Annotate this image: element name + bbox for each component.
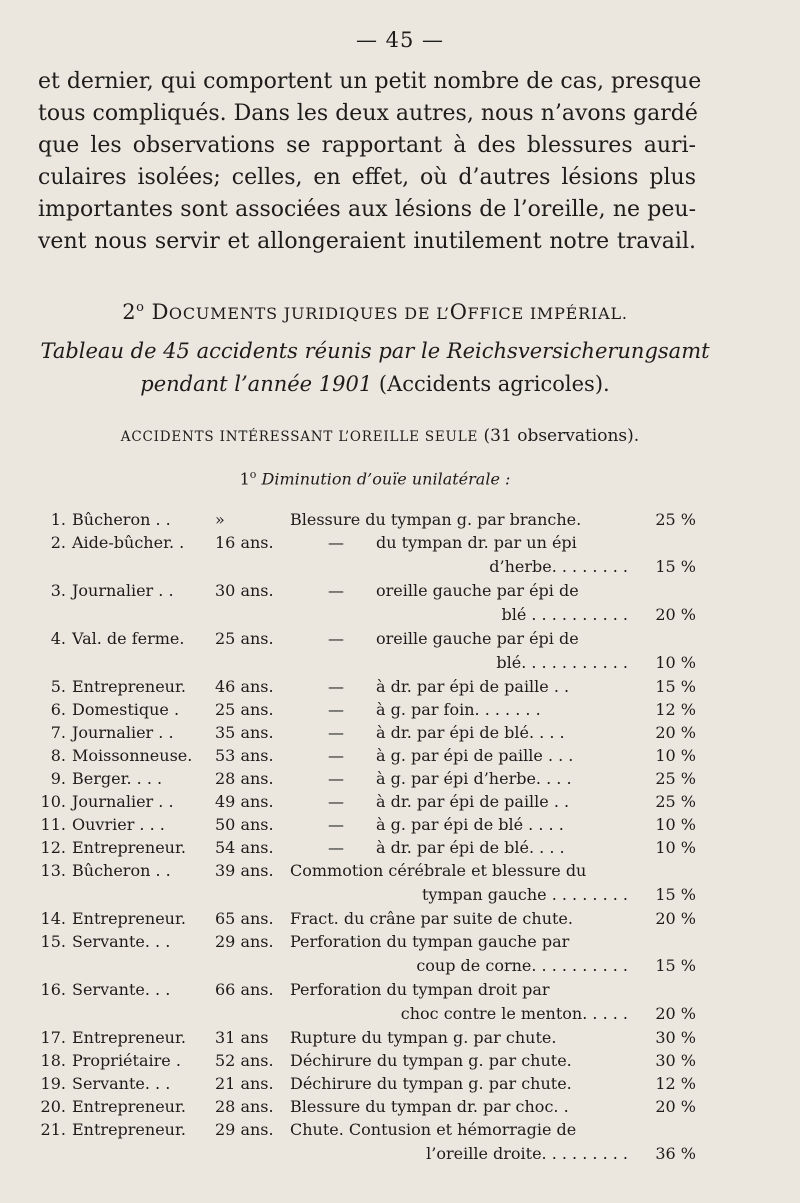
entry-injury: Chute. Contusion et hémorragie de — [290, 1120, 577, 1139]
entry-age: 25 ans. — [215, 700, 274, 719]
ditto-dash: — — [328, 746, 344, 765]
entry-age: 50 ans. — [215, 815, 274, 834]
subsubheading-sup: o — [249, 468, 257, 481]
table-row — [0, 1026, 800, 1050]
body-paragraph — [38, 66, 702, 258]
subheading-count: (31 observations). — [478, 426, 640, 446]
section-heading — [0, 300, 750, 324]
entry-age: 30 ans. — [215, 581, 274, 600]
table-title-line2 — [0, 372, 750, 396]
subsubheading-number: 1 — [239, 469, 250, 489]
entry-occupation: Journalier . . — [72, 792, 174, 811]
entry-percentage: 15 % — [655, 556, 696, 576]
entry-number: 2. — [50, 533, 66, 552]
entry-number: 15. — [40, 932, 66, 951]
table-row — [0, 721, 800, 745]
entry-number: 21. — [40, 1120, 66, 1139]
ditto-dash: — — [328, 723, 344, 742]
section-heading-initial: O — [449, 300, 468, 324]
table-row — [0, 978, 800, 1025]
ditto-dash: — — [328, 629, 344, 648]
entry-injury: Blessure du tympan dr. par choc. . — [290, 1097, 569, 1116]
table-row — [0, 930, 800, 977]
table-row — [0, 1049, 800, 1073]
entry-number: 20. — [40, 1097, 66, 1116]
entry-occupation: Ouvrier . . . — [72, 815, 165, 834]
entry-number: 19. — [40, 1074, 66, 1093]
entry-injury-continuation: tympan gauche . . . . . . . . — [421, 884, 628, 904]
table-row — [0, 579, 800, 626]
entry-percentage: 30 % — [655, 1051, 696, 1070]
entry-injury: Blessure du tympan g. par branche. — [290, 510, 582, 529]
ditto-dash: — — [328, 838, 344, 857]
entry-occupation: Entrepreneur. — [72, 1120, 186, 1139]
table-row — [0, 1072, 800, 1096]
section-heading-number: 2 — [122, 300, 137, 324]
entry-injury: oreille gauche par épi de — [376, 629, 579, 648]
entry-age: 25 ans. — [215, 629, 274, 648]
entry-number: 7. — [50, 723, 66, 742]
subheading — [0, 426, 760, 446]
entry-number: 5. — [50, 677, 66, 696]
entry-percentage: 10 % — [655, 746, 696, 765]
entry-percentage: 25 % — [655, 792, 696, 811]
entry-percentage: 30 % — [655, 1028, 696, 1047]
table-row — [0, 627, 800, 674]
entry-percentage: 25 % — [655, 510, 696, 529]
entry-occupation: Entrepreneur. — [72, 1028, 186, 1047]
entry-percentage: 10 % — [655, 838, 696, 857]
entry-number: 16. — [40, 980, 66, 999]
entry-injury: Déchirure du tympan g. par chute. — [290, 1051, 572, 1070]
entry-occupation: Journalier . . — [72, 723, 174, 742]
table-title-line1: Tableau de 45 accidents réunis par le Reichsversicherungsamt — [40, 339, 710, 363]
entry-percentage: 20 % — [655, 723, 696, 742]
entry-age: 21 ans. — [215, 1074, 274, 1093]
entry-injury-continuation: blé. . . . . . . . . . . — [496, 652, 628, 672]
entry-age: 29 ans. — [215, 1120, 274, 1139]
entry-number: 10. — [40, 792, 66, 811]
table-row — [0, 859, 800, 906]
ditto-dash: — — [328, 815, 344, 834]
entry-percentage: 20 % — [655, 909, 696, 928]
page-number: — 45 — — [355, 28, 445, 52]
table-row — [0, 767, 800, 791]
section-heading-sup: o — [136, 300, 145, 315]
table-row — [0, 531, 800, 578]
entry-age: 54 ans. — [215, 838, 274, 857]
entry-percentage: 10 % — [655, 652, 696, 672]
subsubheading — [0, 468, 750, 488]
entry-age: 66 ans. — [215, 980, 274, 999]
ditto-dash: — — [328, 792, 344, 811]
entry-occupation: Servante. . . — [72, 932, 171, 951]
entry-age: 16 ans. — [215, 533, 274, 552]
paragraph-line: et dernier, qui comportent un petit nombre de cas, presque — [38, 69, 702, 94]
entry-age: 29 ans. — [215, 932, 274, 951]
entry-injury: à g. par foin. . . . . . . — [376, 700, 541, 719]
entry-occupation: Bûcheron . . — [72, 510, 171, 529]
entry-injury: à dr. par épi de paille . . — [376, 677, 570, 696]
entry-age: 52 ans. — [215, 1051, 274, 1070]
entry-injury: à dr. par épi de blé. . . . — [376, 838, 565, 857]
entry-number: 8. — [50, 746, 66, 765]
section-heading-text: FFICE IMPÉRIAL. — [467, 304, 628, 323]
entry-number: 4. — [50, 629, 66, 648]
entry-injury: à dr. par épi de paille . . — [376, 792, 570, 811]
table-row — [0, 1095, 800, 1119]
table-row — [0, 698, 800, 722]
ditto-dash: — — [328, 700, 344, 719]
entry-number: 9. — [50, 769, 66, 788]
entry-injury-continuation: l’oreille droite. . . . . . . . . — [426, 1143, 628, 1163]
table-row — [0, 744, 800, 768]
entry-occupation: Val. de ferme. — [72, 629, 185, 648]
paragraph-line: importantes sont associées aux lésions de l’oreille, ne peu- — [38, 197, 696, 222]
table-row — [0, 813, 800, 837]
entry-occupation: Journalier . . — [72, 581, 174, 600]
entry-number: 1. — [50, 510, 66, 529]
entry-injury: à dr. par épi de blé. . . . — [376, 723, 565, 742]
subheading-smallcaps: ACCIDENTS INTÉRESSANT L’OREILLE SEULE — [120, 429, 479, 445]
ditto-dash: — — [328, 769, 344, 788]
entry-occupation: Entrepreneur. — [72, 909, 186, 928]
entry-age: 49 ans. — [215, 792, 274, 811]
entry-occupation: Berger. . . . — [72, 769, 163, 788]
entry-number: 18. — [40, 1051, 66, 1070]
entry-percentage: 15 % — [655, 677, 696, 696]
table-row — [0, 675, 800, 699]
entry-number: 11. — [40, 815, 66, 834]
entry-injury: Rupture du tympan g. par chute. — [290, 1028, 557, 1047]
entry-age: 53 ans. — [215, 746, 274, 765]
entry-percentage: 15 % — [655, 884, 696, 904]
entry-age: 31 ans — [215, 1028, 269, 1047]
entry-number: 3. — [50, 581, 66, 600]
entry-percentage: 12 % — [655, 1074, 696, 1093]
table-row — [0, 508, 800, 532]
entry-injury: à g. par épi de paille . . . — [376, 746, 574, 765]
paragraph-line: tous compliqués. Dans les deux autres, nous n’avons gardé — [38, 101, 698, 126]
entry-injury: Déchirure du tympan g. par chute. — [290, 1074, 572, 1093]
paragraph-line: vent nous servir et allongeraient inutilement notre travail. — [38, 229, 696, 254]
entry-injury: Fract. du crâne par suite de chute. — [290, 909, 573, 928]
entry-injury-continuation: coup de corne. . . . . . . . . . — [416, 955, 628, 975]
entry-age: 65 ans. — [215, 909, 274, 928]
entry-percentage: 20 % — [655, 604, 696, 624]
entry-occupation: Moissonneuse. — [72, 746, 193, 765]
ditto-dash: — — [328, 677, 344, 696]
subsubheading-text: Diminution d’ouïe unilatérale : — [261, 469, 511, 489]
entry-injury: à g. par épi de blé . . . . — [376, 815, 564, 834]
entry-injury-continuation: blé . . . . . . . . . . — [501, 604, 628, 624]
entry-occupation: Bûcheron . . — [72, 861, 171, 880]
entry-number: 12. — [40, 838, 66, 857]
entry-age: 28 ans. — [215, 769, 274, 788]
ditto-dash: — — [328, 581, 344, 600]
entry-number: 14. — [40, 909, 66, 928]
entry-occupation: Entrepreneur. — [72, 677, 186, 696]
entry-age: 35 ans. — [215, 723, 274, 742]
table-row — [0, 790, 800, 814]
entry-percentage: 20 % — [655, 1097, 696, 1116]
entry-occupation: Entrepreneur. — [72, 838, 186, 857]
table-title-roman: (Accidents agricoles). — [372, 372, 610, 396]
entry-injury: Commotion cérébrale et blessure du — [290, 861, 587, 880]
entry-number: 6. — [50, 700, 66, 719]
entry-percentage: 12 % — [655, 700, 696, 719]
table-row — [0, 836, 800, 860]
entry-age: » — [215, 510, 225, 529]
entry-injury: oreille gauche par épi de — [376, 581, 579, 600]
entry-occupation: Aide-bûcher. . — [72, 533, 185, 552]
entry-injury-continuation: d’herbe. . . . . . . . — [489, 556, 628, 576]
entry-injury: Perforation du tympan droit par — [290, 980, 550, 999]
paragraph-line: culaires isolées; celles, en effet, où d’autres lésions plus — [38, 165, 696, 190]
entry-age: 28 ans. — [215, 1097, 274, 1116]
entry-occupation: Propriétaire . — [72, 1051, 181, 1070]
entry-occupation: Servante. . . — [72, 980, 171, 999]
entry-injury-continuation: choc contre le menton. . . . . — [400, 1003, 628, 1023]
entry-number: 17. — [40, 1028, 66, 1047]
entry-percentage: 25 % — [655, 769, 696, 788]
entry-age: 46 ans. — [215, 677, 274, 696]
entry-percentage: 10 % — [655, 815, 696, 834]
section-heading-text: OCUMENTS JURIDIQUES DE L’ — [168, 304, 450, 323]
entry-occupation: Entrepreneur. — [72, 1097, 186, 1116]
entry-number: 13. — [40, 861, 66, 880]
entry-occupation: Domestique . — [72, 700, 180, 719]
entry-injury: du tympan dr. par un épi — [376, 533, 577, 552]
entry-percentage: 15 % — [655, 955, 696, 975]
entry-injury: Perforation du tympan gauche par — [290, 932, 570, 951]
entry-percentage: 20 % — [655, 1003, 696, 1023]
entry-age: 39 ans. — [215, 861, 274, 880]
section-heading-initial: D — [151, 300, 169, 324]
entry-injury: à g. par épi d’herbe. . . . — [376, 769, 572, 788]
entry-percentage: 36 % — [655, 1143, 696, 1163]
table-row — [0, 1118, 800, 1165]
paragraph-line: que les observations se rapportant à des blessures auri- — [38, 133, 696, 158]
table-row — [0, 907, 800, 931]
ditto-dash: — — [328, 533, 344, 552]
table-title-italic: pendant l’année 1901 — [140, 372, 373, 396]
entry-occupation: Servante. . . — [72, 1074, 171, 1093]
